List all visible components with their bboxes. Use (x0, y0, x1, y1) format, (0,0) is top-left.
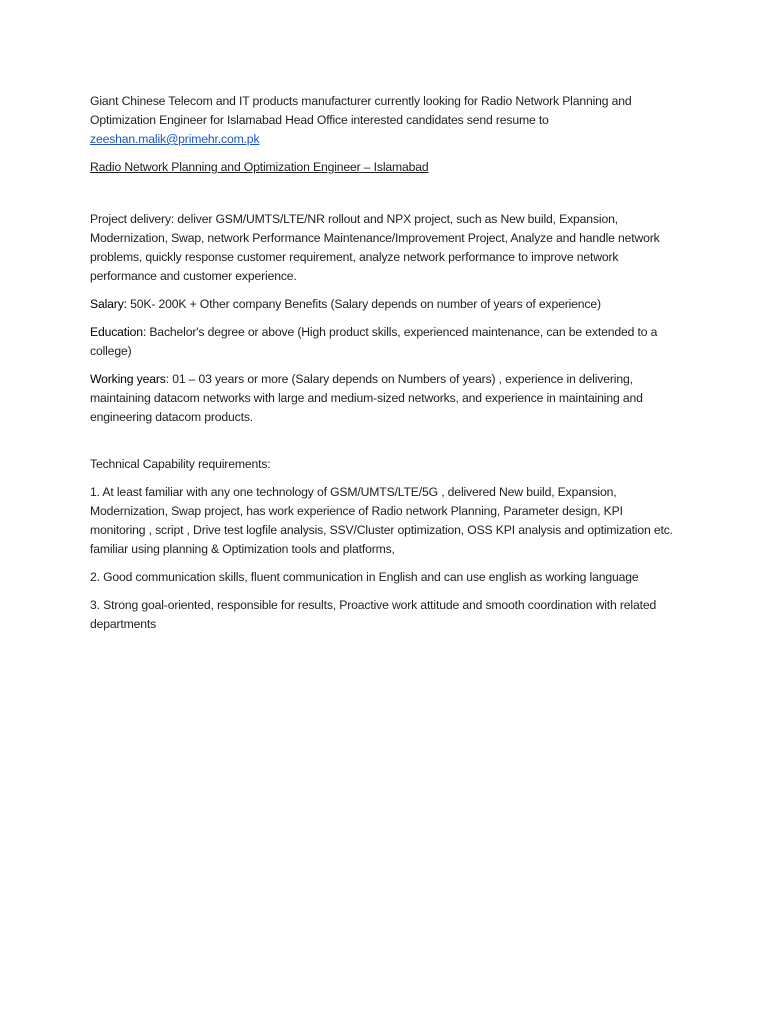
salary-text: 50K- 200K + Other company Benefits (Salary depends on number of years of experience) (126, 297, 601, 311)
working-years-paragraph (90, 370, 680, 427)
technical-item-3: 3. Strong goal-oriented, responsible for results, Proactive work attitude and smooth coordination with related departments (90, 598, 657, 631)
job-title: Radio Network Planning and Optimization Engineer – Islamabad (90, 160, 429, 174)
education-label: Education (90, 325, 143, 339)
salary-paragraph (90, 295, 680, 314)
technical-heading: Technical Capability requirements: (90, 457, 271, 471)
email-link[interactable]: zeeshan.malik@primehr.com.pk (90, 132, 260, 146)
education-paragraph (90, 323, 680, 361)
technical-item-1: 1. At least familiar with any one technology of GSM/UMTS/LTE/5G , delivered New build, Expansion, Modernization, Swap project, has work experience of Radio network Planning, Parameter design, KPI monitoring , script , Drive test logfile analysis, SSV/Cluster optimization, OSS KPI analysis and optimization etc. familiar using planning & Optimization tools and platforms, (90, 485, 673, 556)
salary-label: Salary: (90, 297, 127, 311)
intro-text: Giant Chinese Telecom and IT products manufacturer currently looking for Radio Network Planning and Optimization Engineer for Islamabad Head Office interested candidates send resume to (90, 94, 632, 127)
technical-item-2: 2. Good communication skills, fluent communication in English and can use english as working language (90, 570, 639, 584)
intro-paragraph (90, 92, 680, 149)
working-years-label: Working years (90, 372, 166, 386)
project-delivery-paragraph: Project delivery: deliver GSM/UMTS/LTE/NR rollout and NPX project, such as New build, Expansion, Modernization, Swap, network Performance Maintenance/Improvement Project, Analyze and handle network problems, quickly response customer requirement, analyze network performance to improve network performance and customer experience. (90, 212, 660, 283)
education-text: : Bachelor's degree or above (High product skills, experienced maintenance, can be extended to a college) (90, 325, 658, 358)
working-years-text: : 01 – 03 years or more (Salary depends on Numbers of years) , experience in delivering, maintaining datacom networks with large and medium-sized networks, and experience in maintaining and engineering datacom products. (90, 372, 643, 424)
